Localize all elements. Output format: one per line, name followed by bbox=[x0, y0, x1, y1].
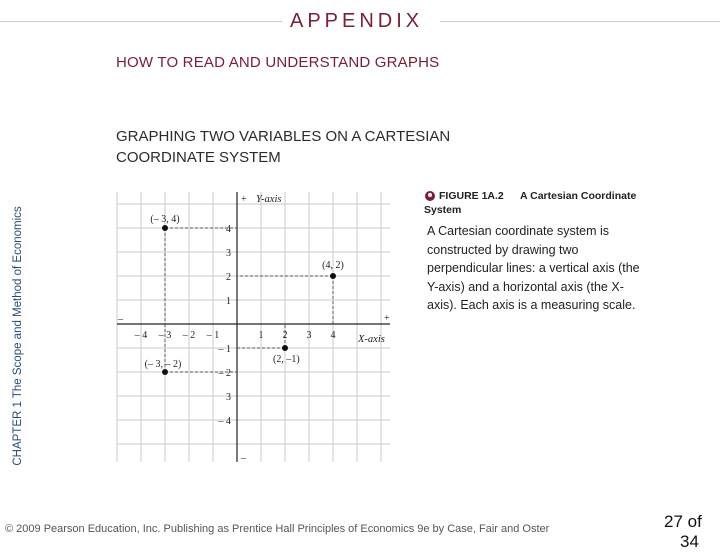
y-tick-label: – 1 bbox=[218, 344, 231, 355]
header-rule-right bbox=[440, 21, 720, 22]
y-axis-plus-sign: + bbox=[241, 194, 247, 205]
figure-icon: ☻ bbox=[426, 192, 434, 199]
appendix-title: APPENDIX bbox=[290, 10, 424, 32]
cartesian-graph bbox=[110, 188, 395, 466]
x-axis-plus-sign: + bbox=[384, 313, 390, 324]
point-label: (– 3, 4) bbox=[150, 214, 180, 225]
x-tick-label: – 2 bbox=[182, 330, 196, 341]
y-axis-minus-sign: – bbox=[241, 453, 246, 464]
y-tick-label: 3 bbox=[226, 248, 231, 259]
points-layer bbox=[145, 214, 344, 375]
y-tick-label: 4 bbox=[226, 224, 231, 235]
figure-label: FIGURE 1A.2 bbox=[439, 190, 504, 202]
point-label: (2, –1) bbox=[273, 354, 300, 365]
section-heading-line-2: COORDINATE SYSTEM bbox=[116, 149, 281, 166]
y-tick-label: – 4 bbox=[218, 416, 231, 427]
page-number: 27 of bbox=[664, 512, 702, 531]
x-tick-label: – 4 bbox=[134, 330, 148, 341]
footer-copyright: © 2009 Pearson Education, Inc. Publishing as Prentice Hall Principles of Economics 9e by Case, Fair and Oster bbox=[5, 523, 550, 535]
tick-labels bbox=[134, 224, 336, 427]
x-tick-label: 1 bbox=[258, 330, 264, 341]
x-tick-label: 2 bbox=[282, 330, 288, 341]
x-tick-label: – 3 bbox=[158, 330, 172, 341]
y-tick-label: – 2 bbox=[218, 368, 231, 379]
page-total: 34 bbox=[680, 532, 699, 551]
main-heading: HOW TO READ AND UNDERSTAND GRAPHS bbox=[116, 54, 440, 71]
section-heading-line-1: GRAPHING TWO VARIABLES ON A CARTESIAN bbox=[116, 128, 451, 145]
x-tick-label: – 1 bbox=[206, 330, 220, 341]
y-tick-label: 3 bbox=[226, 392, 231, 403]
data-point bbox=[282, 345, 288, 351]
graph-grid bbox=[117, 192, 390, 462]
x-axis-label: X-axis bbox=[358, 334, 385, 345]
point-label: (4, 2) bbox=[322, 260, 344, 271]
header-rule-left bbox=[0, 21, 282, 22]
y-tick-label: 2 bbox=[226, 272, 231, 283]
section-heading bbox=[116, 126, 556, 168]
chapter-side-label: CHAPTER 1 The Scope and Method of Economics bbox=[12, 206, 24, 466]
data-point bbox=[330, 273, 336, 279]
figure-title-continued: System bbox=[424, 204, 462, 216]
x-tick-label: 4 bbox=[330, 330, 336, 341]
figure-caption: A Cartesian coordinate system is constructed by drawing two perpendicular lines: a vertical axis (the Y-axis) and a horizontal axis (the X-axis). Each axis is a measuring scale. bbox=[427, 224, 640, 312]
y-axis-label: Y-axis bbox=[256, 194, 282, 205]
y-tick-label: 1 bbox=[226, 296, 231, 307]
figure-title: A Cartesian Coordinate bbox=[520, 190, 637, 202]
point-label: (– 3, – 2) bbox=[144, 359, 182, 370]
data-point bbox=[162, 225, 168, 231]
x-tick-label: 3 bbox=[306, 330, 312, 341]
x-axis-minus-sign: – bbox=[118, 314, 123, 325]
